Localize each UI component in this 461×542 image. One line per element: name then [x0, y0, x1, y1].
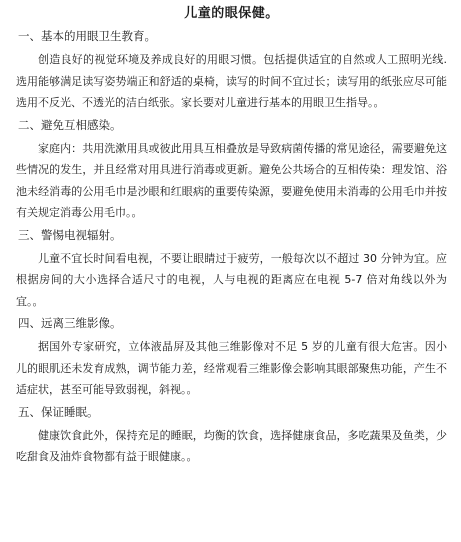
section-heading: 一、基本的用眼卫生教育。 [18, 29, 156, 43]
section-paragraph: 创造良好的视觉环境及养成良好的用眼习惯。包括提供适宜的自然或人工照明光线.选用能够满足读写姿势端正和舒适的桌椅，读写的时间不宜过长；读写用的纸张应尽可能选用不反光、不透光的洁白纸张。家长要对儿童进行基本的用眼卫生指导。。 [16, 53, 447, 109]
section-heading: 二、避免互相感染。 [18, 117, 122, 132]
section-paragraph: 据国外专家研究，立体液晶屏及其他三维影像对不足 5 岁的儿童有很大危害。因小儿的眼肌还未发育成熟，调节能力差，经常观看三维影像会影响其眼部聚焦功能，产生不适症状，甚至可能导致弱视，斜视。。 [16, 340, 447, 396]
section-heading: 三、警惕电视辐射。 [18, 227, 122, 242]
section-heading: 五、保证睡眠。 [18, 404, 99, 419]
section-3 [16, 227, 447, 313]
section-paragraph: 儿童不宜长时间看电视，不要让眼睛过于疲劳，一般每次以不超过 30 分钟为宜。应根据房间的大小选择合适尺寸的电视，人与电视的距离应在电视 5-7 倍对角线以外为宜。。 [16, 251, 447, 308]
section-4 [16, 315, 447, 401]
section-heading: 四、远离三维影像。 [18, 316, 122, 330]
section-paragraph: 家庭内：共用洗漱用具或彼此用具互相叠放是导致病菌传播的常见途径，需要避免这些情况的发生，并且经常对用具进行消毒或更新。避免公共场合的互相传染：理发馆、浴池未经消毒的公用毛巾是沙眼和红眼病的重要传染源，要避免使用未消毒的公用毛巾并按有关规定消毒公用毛巾。。 [16, 141, 447, 219]
document-title: 儿童的眼保健。 [184, 6, 279, 21]
section-2 [16, 117, 447, 224]
section-5 [16, 404, 447, 468]
section-1 [16, 28, 447, 114]
section-paragraph: 健康饮食此外，保持充足的睡眠，均衡的饮食，选择健康食品，多吃蔬果及鱼类，少吃甜食及油炸食物都有益于眼健康。。 [16, 428, 447, 463]
